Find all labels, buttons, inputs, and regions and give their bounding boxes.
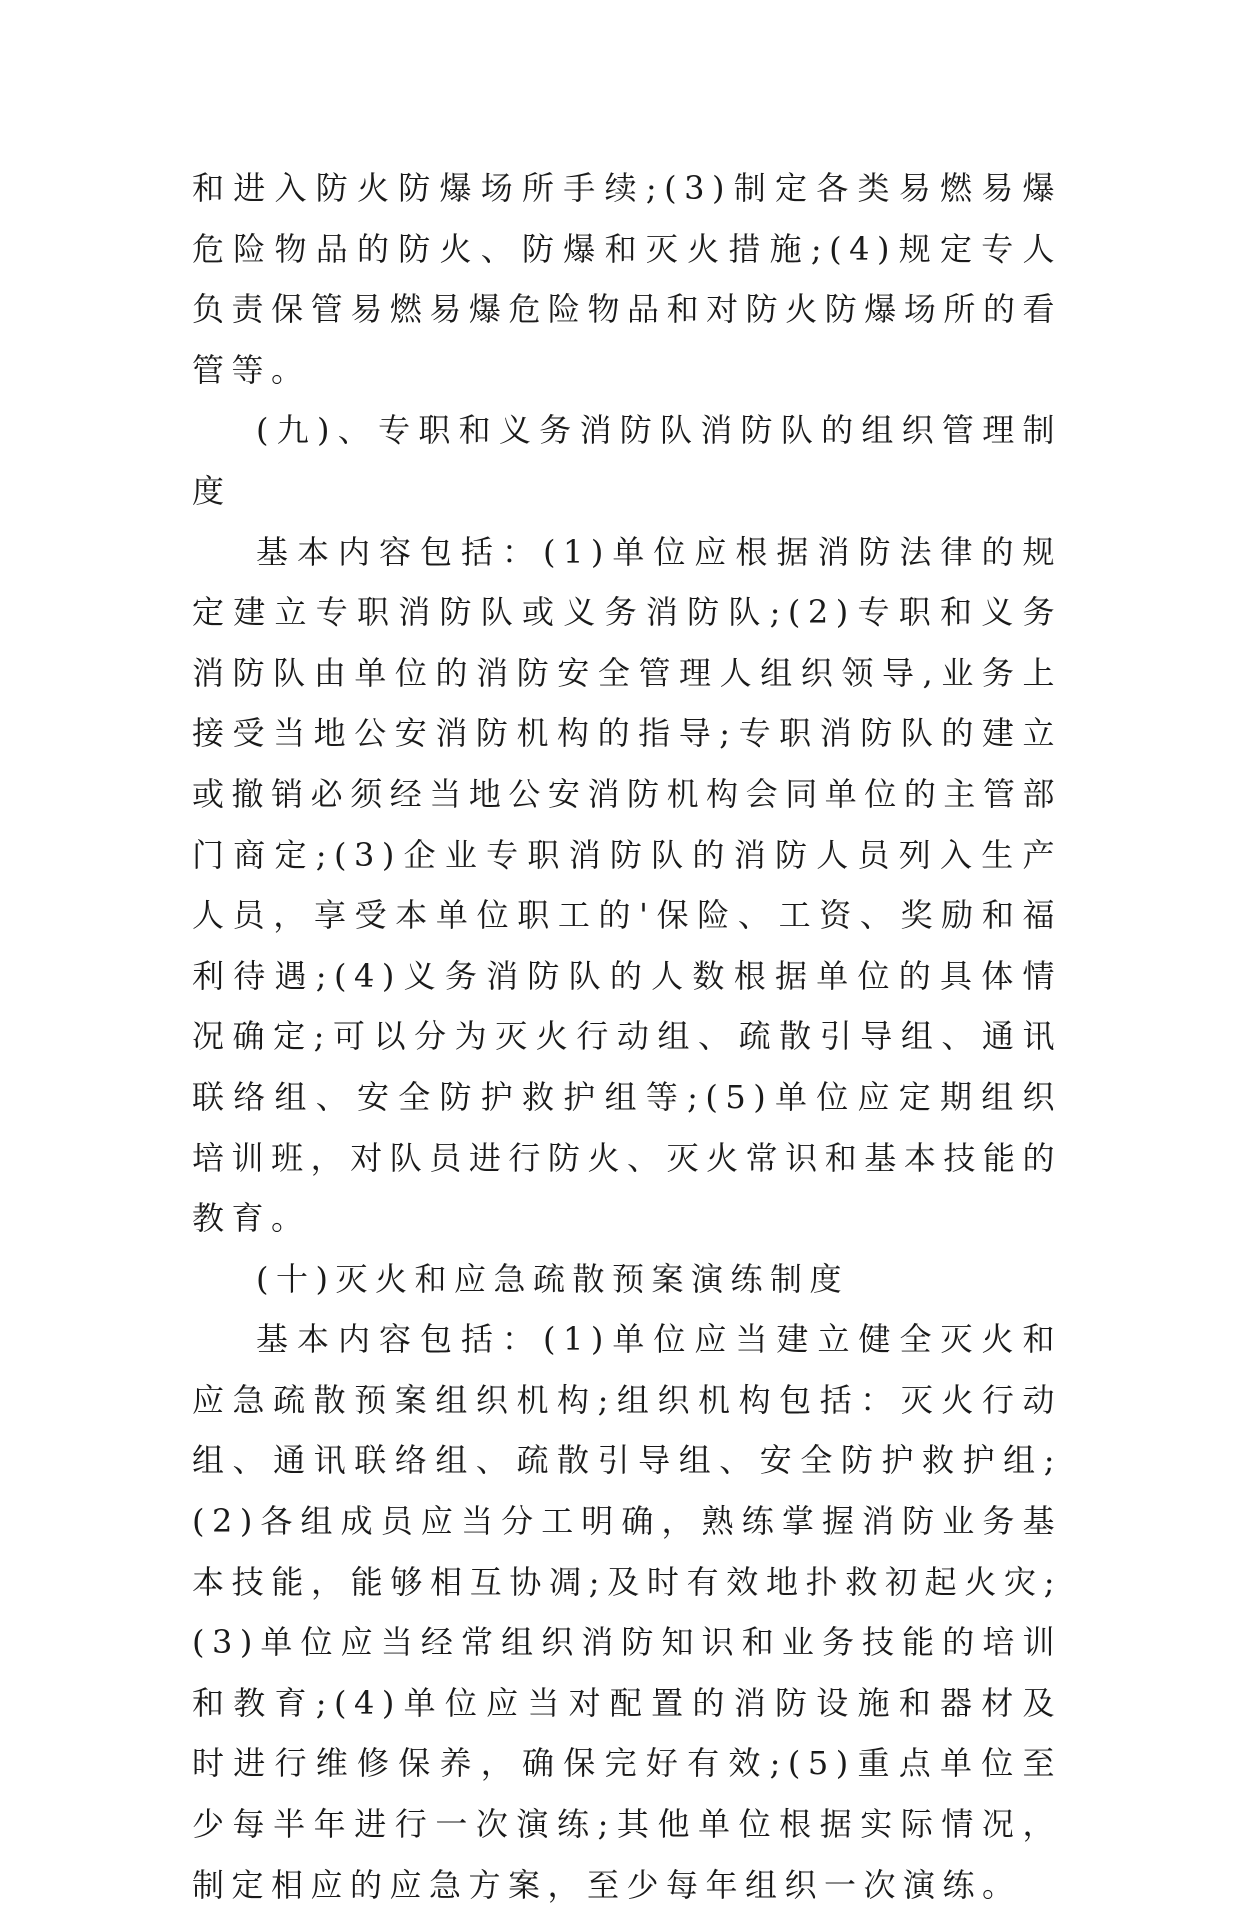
section-heading-nine: (九)、专职和义务消防队消防队的组织管理制度	[192, 411, 1062, 510]
paragraph-section-nine-content: 基本内容包括：(1)单位应根据消防法律的规定建立专职消防队或义务消防队;(2)专职和义务消防队由单位的消防安全管理人组织领导,业务上接受当地公安消防机构的指导;专职消防队的建立或撤销必须经当地公安消防机构会同单位的主管部门商定;(3)企业专职消防队的消防人员列入生产人员，享受本单位职工的'保险、工资、奖励和福利待遇;(4)义务消防队的人数根据单位的具体情况确定;可以分为灭火行动组、疏散引导组、通讯联络组、安全防护救护组等;(5)单位应定期组织培训班，对队员进行防火、灭火常识和基本技能的教育。	[192, 532, 1062, 1238]
paragraph-section-ten-content: 基本内容包括：(1)单位应当建立健全灭火和应急疏散预案组织机构;组织机构包括：灭火行动组、通讯联络组、疏散引导组、安全防护救护组;(2)各组成员应当分工明确，熟练掌握消防业务基本技能，能够相互协凋;及时有效地扑救初起火灾;(3)单位应当经常组织消防知识和业务技能的培训和教育;(4)单位应当对配置的消防设施和器材及时进行维修保养，确保完好有效;(5)重点单位至少每半年进行一次演练;其他单位根据实际情况，制定相应的应急方案，至少每年组织一次演练。	[192, 1320, 1062, 1904]
section-heading-ten: (十)灭火和应急疏散预案演练制度	[256, 1259, 849, 1298]
paragraph-continuation: 和进入防火防爆场所手续;(3)制定各类易燃易爆危险物品的防火、防爆和灭火措施;(4)规定专人负责保管易燃易爆危险物品和对防火防爆场所的看管等。	[192, 169, 1062, 389]
document-body	[192, 158, 1062, 1915]
